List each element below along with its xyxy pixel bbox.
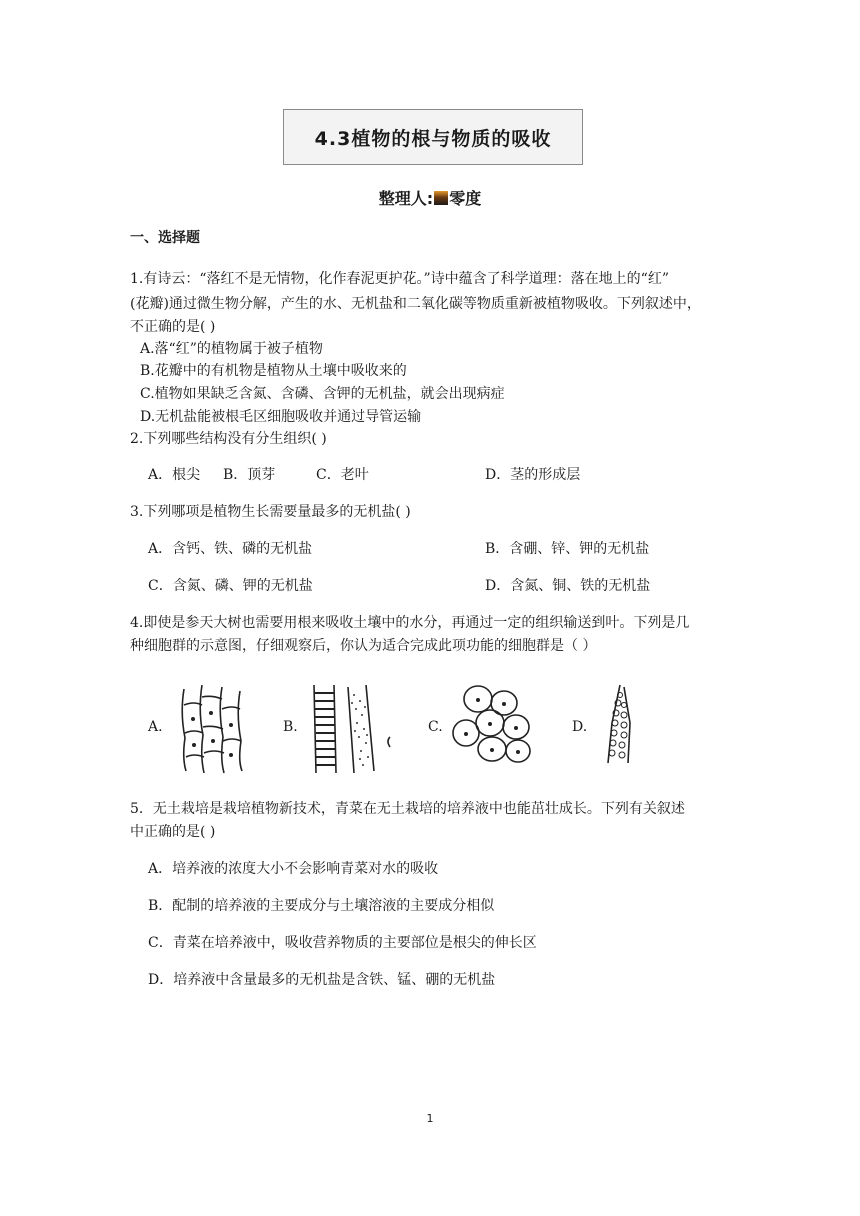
- figure-label-a: A.: [148, 719, 163, 735]
- q4-stem-line-2: 种细胞群的示意图，仔细观察后，你认为适合完成此项功能的细胞群是（ ）: [130, 638, 597, 654]
- q1-option-b: B.花瓣中的有机物是植物从土壤中吸收来的: [140, 363, 407, 379]
- q1-option-a: A.落“红”的植物属于被子植物: [140, 341, 323, 357]
- cell-group-d-figure: [600, 683, 640, 767]
- q5-option-c: C．青菜在培养液中，吸收营养物质的主要部位是根尖的伸长区: [148, 935, 537, 951]
- q5-option-a: A．培养液的浓度大小不会影响青菜对水的吸收: [148, 861, 439, 877]
- q2-option-d: D．茎的形成层: [485, 467, 581, 483]
- q1-stem-line-1: 1.有诗云：“落红不是无情物，化作春泥更护花。”诗中蕴含了科学道理：落在地上的“红”: [130, 271, 669, 287]
- cell-group-a-figure: [176, 683, 246, 775]
- q3-option-c: C．含氮、磷、钾的无机盐: [148, 578, 313, 594]
- q2-option-a: A．根尖: [148, 467, 201, 483]
- document-title: 4.3植物的根与物质的吸收: [283, 109, 583, 165]
- cell-group-c-figure: [448, 683, 534, 769]
- q3-stem: 3.下列哪项是植物生长需要量最多的无机盐( ): [130, 504, 411, 520]
- organizer-line: [0, 186, 860, 209]
- q4-stem-line-1: 4.即使是参天大树也需要用根来吸收土壤中的水分，再通过一定的组织输送到叶。下列是几: [130, 615, 690, 631]
- q5-option-d: D．培养液中含量最多的无机盐是含铁、锰、硼的无机盐: [148, 972, 496, 988]
- q2-stem: 2.下列哪些结构没有分生组织( ): [130, 431, 327, 447]
- q2-option-c: C．老叶: [316, 467, 369, 483]
- q5-stem-line-1: 5．无土栽培是栽培植物新技术，青菜在无土栽培的培养液中也能茁壮成长。下列有关叙述: [130, 801, 685, 817]
- flame-avatar-icon: [434, 191, 448, 205]
- q1-stem-line-3: 不正确的是( ): [130, 319, 216, 335]
- q1-stem-line-2: (花瓣)通过微生物分解，产生的水、无机盐和二氧化碳等物质重新被植物吸收。下列叙述中，: [130, 296, 701, 312]
- q2-option-b: B．顶芽: [223, 467, 276, 483]
- figure-label-d: D.: [572, 719, 588, 735]
- q3-option-d: D．含氮、铜、铁的无机盐: [485, 578, 651, 594]
- q3-option-a: A．含钙、铁、磷的无机盐: [148, 541, 313, 557]
- q5-stem-line-2: 中正确的是( ): [130, 824, 216, 840]
- organizer-name: 零度: [449, 189, 482, 208]
- organizer-label: 整理人:: [378, 189, 434, 208]
- section-heading: 一、选择题: [130, 230, 200, 246]
- figure-label-c: C.: [428, 719, 443, 735]
- q1-option-d: D.无机盐能被根毛区细胞吸收并通过导管运输: [140, 409, 422, 425]
- q1-option-c: C.植物如果缺乏含氮、含磷、含钾的无机盐，就会出现病症: [140, 386, 505, 402]
- q3-option-b: B．含硼、锌、钾的无机盐: [485, 541, 650, 557]
- cell-group-b-figure: [310, 683, 394, 775]
- page-number: 1: [426, 1112, 434, 1125]
- figure-label-b: B.: [283, 719, 298, 735]
- q5-option-b: B．配制的培养液的主要成分与土壤溶液的主要成分相似: [148, 898, 495, 914]
